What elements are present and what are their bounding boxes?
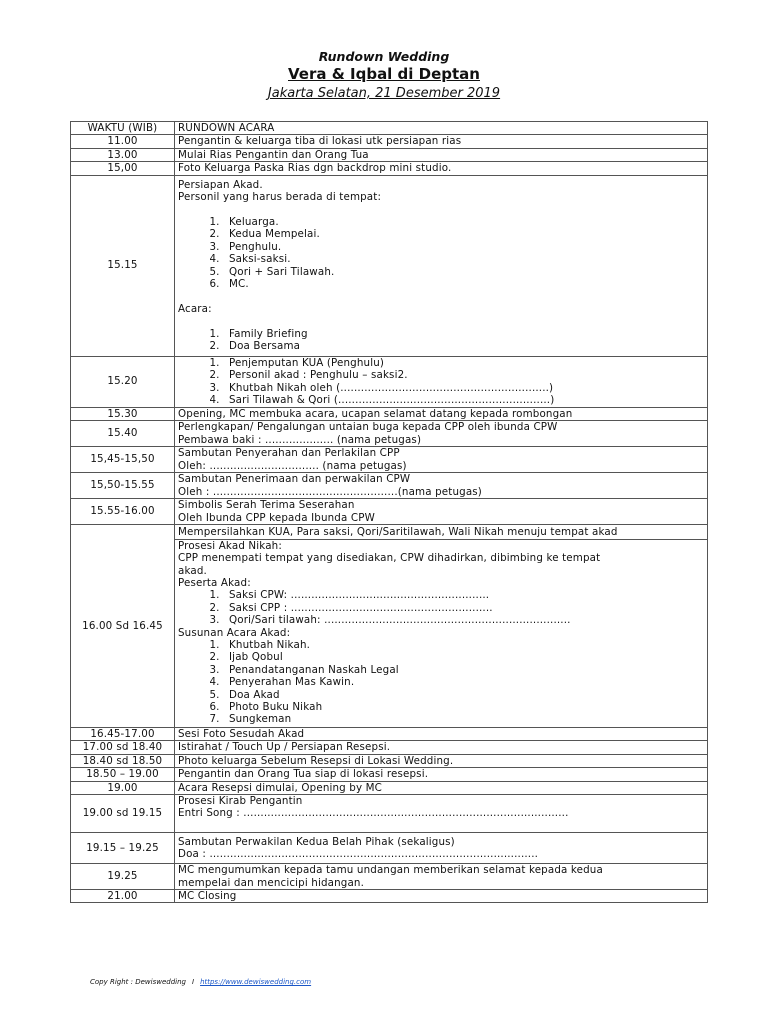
row-activity	[175, 499, 708, 525]
row-time: 15.20	[71, 356, 175, 407]
table-row	[71, 135, 708, 148]
table-row	[71, 795, 708, 833]
table-row	[71, 148, 708, 161]
list-item: 2. Saksi CPP : ...........................................................	[223, 602, 704, 614]
activity-line: mempelai dan mencicipi hidangan.	[178, 876, 365, 889]
column-header-time: WAKTU (WIB)	[71, 122, 175, 135]
activity-line: Perlengkapan/ Pengalungan untaian buga kepada CPP oleh ibunda CPW	[178, 421, 558, 434]
table-row	[71, 175, 708, 356]
list-item: 5. Qori + Sari Tilawah.	[223, 266, 704, 278]
row-time: 13.00	[71, 148, 175, 161]
table-row	[71, 499, 708, 525]
row-activity: Pengantin dan Orang Tua siap di lokasi resepsi.	[175, 768, 708, 781]
row-time: 21.00	[71, 890, 175, 903]
row-activity: Opening, MC membuka acara, ucapan selamat datang kepada rombongan	[175, 407, 708, 420]
row-activity	[175, 795, 708, 833]
table-row	[71, 421, 708, 447]
activity-line: Personil yang harus berada di tempat:	[178, 191, 382, 204]
activity-line: Prosesi Akad Nikah:	[178, 539, 282, 552]
row-activity: Istirahat / Touch Up / Persiapan Resepsi.	[175, 741, 708, 754]
activity-line: Oleh Ibunda CPP kepada Ibunda CPW	[178, 511, 375, 524]
table-row	[71, 525, 708, 728]
activity-line: Prosesi Kirab Pengantin	[178, 795, 303, 808]
table-row	[71, 741, 708, 754]
table-row	[71, 768, 708, 781]
row-time: 19.25	[71, 864, 175, 890]
peserta-list	[178, 589, 704, 626]
table-row	[71, 356, 708, 407]
table-row	[71, 864, 708, 890]
copyright-text: Copy Right : Dewiswedding	[90, 978, 186, 986]
column-header-rundown: RUNDOWN ACARA	[175, 122, 708, 135]
rundown-table	[70, 121, 708, 903]
list-item: 2. Ijab Qobul	[223, 651, 704, 663]
row-time: 15.40	[71, 421, 175, 447]
table-header-row	[71, 122, 708, 135]
personnel-list	[178, 216, 704, 290]
page-footer	[90, 978, 311, 986]
row-activity: Acara Resepsi dimulai, Opening by MC	[175, 781, 708, 794]
place-date: Jakarta Selatan, 21 Desember 2019	[267, 86, 501, 101]
activity-line: Sambutan Penerimaan dan perwakilan CPW	[178, 473, 411, 486]
list-item: 2. Personil akad : Penghulu – saksi2.	[223, 369, 704, 381]
couple-name: Vera & Iqbal di Deptan	[288, 65, 480, 83]
list-item: 2. Doa Bersama	[223, 340, 704, 352]
table-row	[71, 473, 708, 499]
activity-line: Persiapan Akad.	[178, 178, 263, 191]
row-time: 16.45-17.00	[71, 728, 175, 741]
row-activity	[175, 421, 708, 447]
activity-line: CPP menempati tempat yang disediakan, CPW dihadirkan, dibimbing ke tempat	[178, 552, 601, 565]
list-item: 3. Qori/Sari tilawah: ........................................................................	[223, 614, 704, 626]
list-item: 4. Penyerahan Mas Kawin.	[223, 676, 704, 688]
activity-line: Doa : ................................................................................................	[178, 848, 539, 861]
list-item: 5. Doa Akad	[223, 689, 704, 701]
activity-line: Mempersilahkan KUA, Para saksi, Qori/Saritilawah, Wali Nikah menuju tempat akad	[178, 526, 618, 539]
activity-line: akad.	[178, 564, 207, 577]
row-activity: Photo keluarga Sebelum Resepsi di Lokasi Wedding.	[175, 754, 708, 767]
row-time: 18.40 sd 18.50	[71, 754, 175, 767]
website-link[interactable]: https://www.dewiswedding.com	[200, 978, 312, 986]
list-item: 2. Kedua Mempelai.	[223, 228, 704, 240]
row-activity	[175, 175, 708, 356]
list-item: 3. Penghulu.	[223, 241, 704, 253]
table-row	[71, 447, 708, 473]
activity-line: Peserta Akad:	[178, 576, 251, 589]
list-item: 6. Photo Buku Nikah	[223, 701, 704, 713]
row-time: 18.50 – 19.00	[71, 768, 175, 781]
row-activity	[175, 525, 708, 728]
activity-line: Sambutan Perwakilan Kedua Belah Pihak (sekaligus)	[178, 835, 455, 848]
activity-line: Susunan Acara Akad:	[178, 626, 291, 639]
activity-line: Sambutan Penyerahan dan Perlakilan CPP	[178, 447, 400, 460]
penjemputan-list	[178, 357, 704, 407]
row-time: 16.00 Sd 16.45	[71, 525, 175, 728]
row-activity	[175, 447, 708, 473]
row-time: 15,00	[71, 162, 175, 175]
table-row	[71, 833, 708, 864]
activity-line: Oleh: ................................ (nama petugas)	[178, 459, 407, 472]
list-item: 1. Keluarga.	[223, 216, 704, 228]
row-time: 11.00	[71, 135, 175, 148]
list-item: 4. Saksi-saksi.	[223, 253, 704, 265]
table-row	[71, 781, 708, 794]
list-item: 1. Penjemputan KUA (Penghulu)	[223, 357, 704, 369]
row-activity: Foto Keluarga Paska Rias dgn backdrop mini studio.	[175, 162, 708, 175]
activity-line: Simbolis Serah Terima Seserahan	[178, 499, 355, 512]
activity-line: Entri Song : ...............................................................................................	[178, 807, 569, 820]
list-item: 1. Saksi CPW: ..........................................................	[223, 589, 704, 601]
row-time: 19.00 sd 19.15	[71, 795, 175, 833]
activity-line: Oleh : ......................................................(nama petugas)	[178, 485, 482, 498]
table-row	[71, 728, 708, 741]
table-row	[71, 162, 708, 175]
row-time: 19.00	[71, 781, 175, 794]
row-time: 15.30	[71, 407, 175, 420]
document-title: Rundown Wedding	[318, 49, 450, 64]
row-time: 15,50-15.55	[71, 473, 175, 499]
list-item: 4. Sari Tilawah & Qori (..............................................................)	[223, 394, 704, 406]
row-activity: Mulai Rias Pengantin dan Orang Tua	[175, 148, 708, 161]
list-item: 6. MC.	[223, 278, 704, 290]
list-item: 1. Khutbah Nikah.	[223, 639, 704, 651]
acara-list	[178, 328, 704, 353]
activity-line: Acara:	[178, 302, 212, 315]
row-activity	[175, 356, 708, 407]
activity-line: Pembawa baki : .................... (nama petugas)	[178, 433, 422, 446]
table-row	[71, 890, 708, 903]
susunan-list	[178, 639, 704, 726]
list-item: 1. Family Briefing	[223, 328, 704, 340]
row-time: 15.15	[71, 175, 175, 356]
list-item: 3. Khutbah Nikah oleh (.............................................................)	[223, 382, 704, 394]
row-activity	[175, 473, 708, 499]
list-item: 3. Penandatanganan Naskah Legal	[223, 664, 704, 676]
table-row	[71, 407, 708, 420]
row-activity: Pengantin & keluarga tiba di lokasi utk persiapan rias	[175, 135, 708, 148]
row-activity: Sesi Foto Sesudah Akad	[175, 728, 708, 741]
row-activity: MC Closing	[175, 890, 708, 903]
row-time: 17.00 sd 18.40	[71, 741, 175, 754]
activity-line: MC mengumumkan kepada tamu undangan memberikan selamat kepada kedua	[178, 864, 603, 877]
footer-separator: I	[191, 978, 195, 986]
row-activity	[175, 833, 708, 864]
list-item: 7. Sungkeman	[223, 713, 704, 725]
row-time: 19.15 – 19.25	[71, 833, 175, 864]
table-row	[71, 754, 708, 767]
row-time: 15,45-15,50	[71, 447, 175, 473]
row-time: 15.55-16.00	[71, 499, 175, 525]
row-activity	[175, 864, 708, 890]
